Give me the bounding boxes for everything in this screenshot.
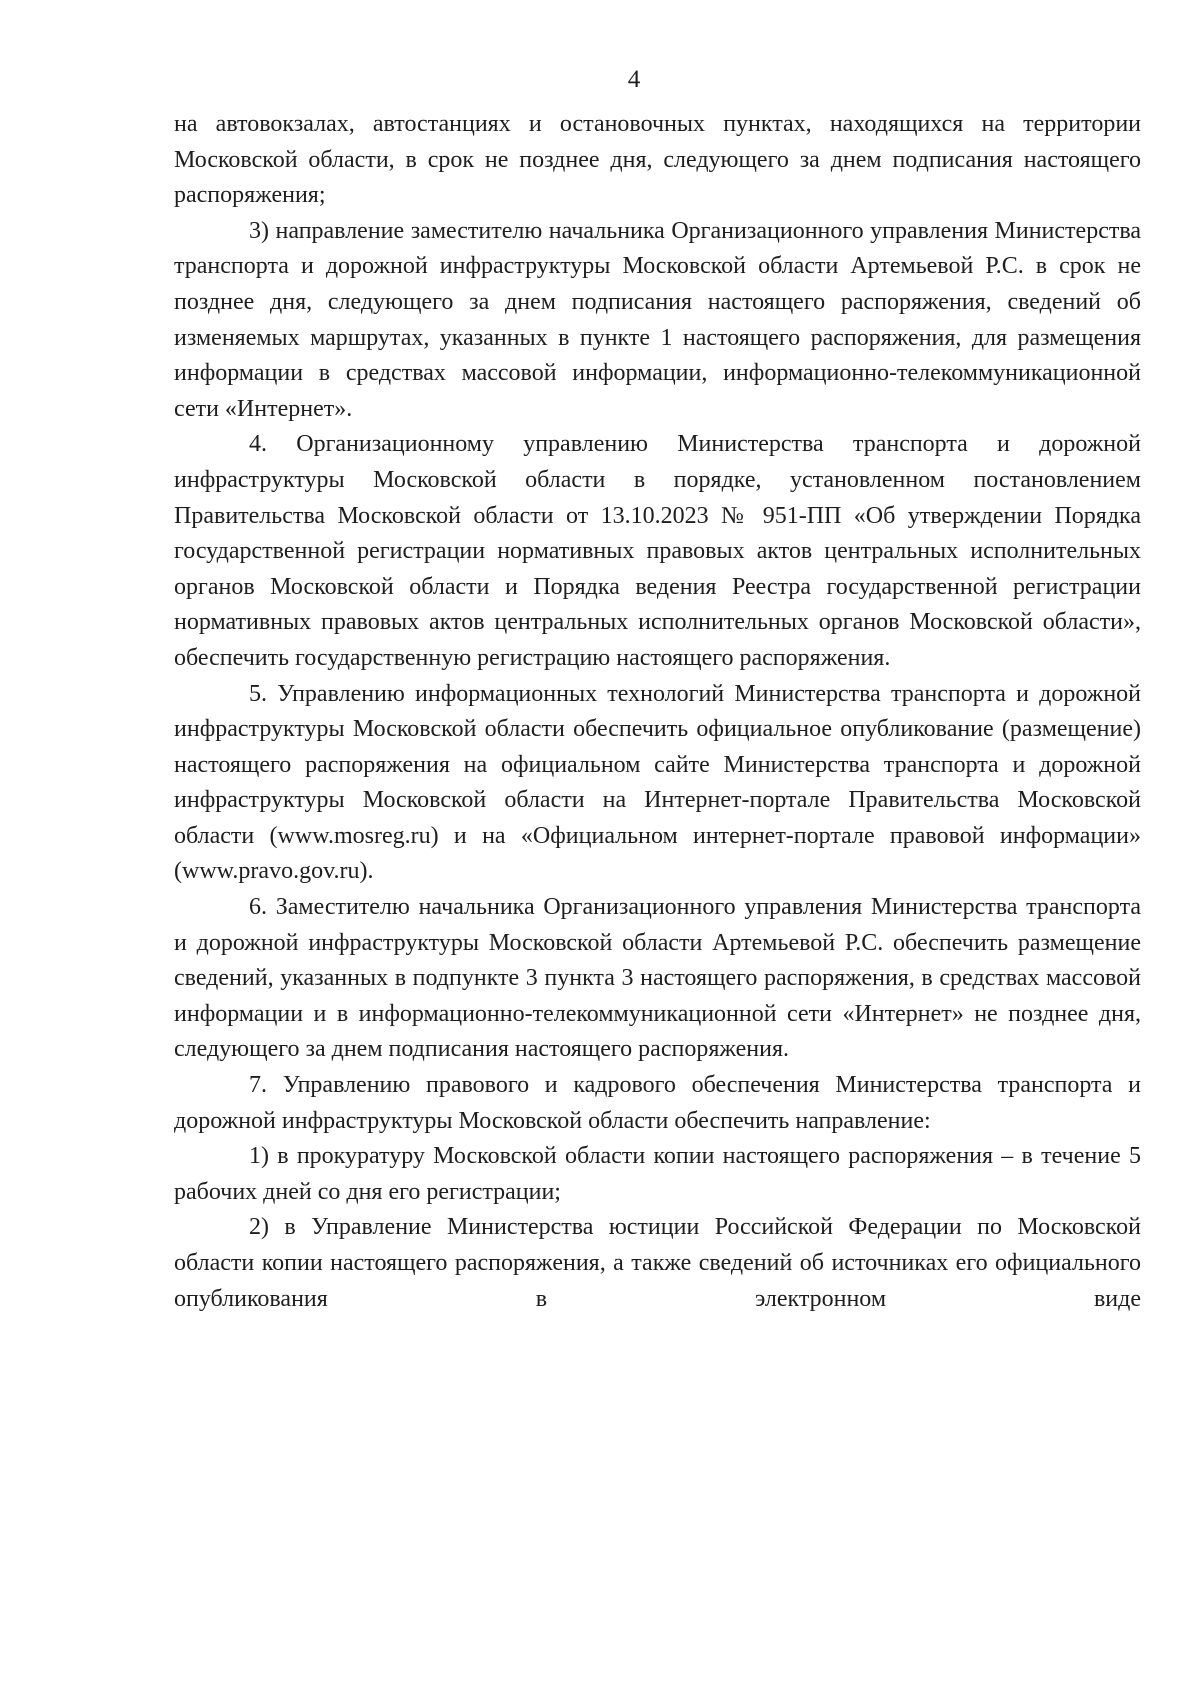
paragraph-subitem-2: 2) в Управление Министерства юстиции Российской Федерации по Московской области копии настоящего распоряжения, а также сведений об источниках его официального опубликования в электронном виде: [174, 1214, 1141, 1312]
paragraph-item-7: 7. Управлению правового и кадрового обеспечения Министерства транспорта и дорожной инфраструктуры Московской области обеспечить направление:: [174, 1072, 1141, 1134]
paragraph-item-6: 6. Заместителю начальника Организационного управления Министерства транспорта и дорожной инфраструктуры Московской области Артемьевой Р.С. обеспечить размещение сведений, указанных в подпункте 3 пункта 3 настоящего распоряжения, в средствах массовой информации и в информационно-телекоммуникационной сети «Интернет» не позднее дня, следующего за днем подписания настоящего распоряжения.: [174, 894, 1141, 1063]
paragraph-subitem-1: 1) в прокуратуру Московской области копии настоящего распоряжения – в течение 5 рабочих дней со дня его регистрации;: [174, 1143, 1141, 1205]
paragraph-item-4: 4. Организационному управлению Министерства транспорта и дорожной инфраструктуры Московской области в порядке, установленном постановлением Правительства Московской области от 13.10.2023 № 951-ПП «Об утверждении Порядка государственной регистрации нормативных правовых актов центральных исполнительных органов Московской области и Порядка ведения Реестра государственной регистрации нормативных правовых актов центральных исполнительных органов Московской области», обеспечить государственную регистрацию настоящего распоряжения.: [174, 431, 1141, 671]
page-number: 4: [627, 66, 641, 93]
document-body: [174, 107, 1141, 1317]
paragraph-subitem-3: 3) направление заместителю начальника Организационного управления Министерства транспорта и дорожной инфраструктуры Московской области Артемьевой Р.С. в срок не позднее дня, следующего за днем подписания настоящего распоряжения, сведений об изменяемых маршрутах, указанных в пункте 1 настоящего распоряжения, для размещения информации в средствах массовой информации, информационно-телекоммуникационной сети «Интернет».: [174, 217, 1141, 422]
paragraph-item-5: 5. Управлению информационных технологий Министерства транспорта и дорожной инфраструктуры Московской области обеспечить официальное опубликование (размещение) настоящего распоряжения на официальном сайте Министерства транспорта и дорожной инфраструктуры Московской области на Интернет-портале Правительства Московской области (www.mosreg.ru) и на «Официальном интернет-портале правовой информации» (www.pravo.gov.ru).: [174, 680, 1141, 885]
paragraph-continuation: на автовокзалах, автостанциях и остановочных пунктах, находящихся на территории Московской области, в срок не позднее дня, следующего за днем подписания настоящего распоряжения;: [174, 111, 1141, 209]
